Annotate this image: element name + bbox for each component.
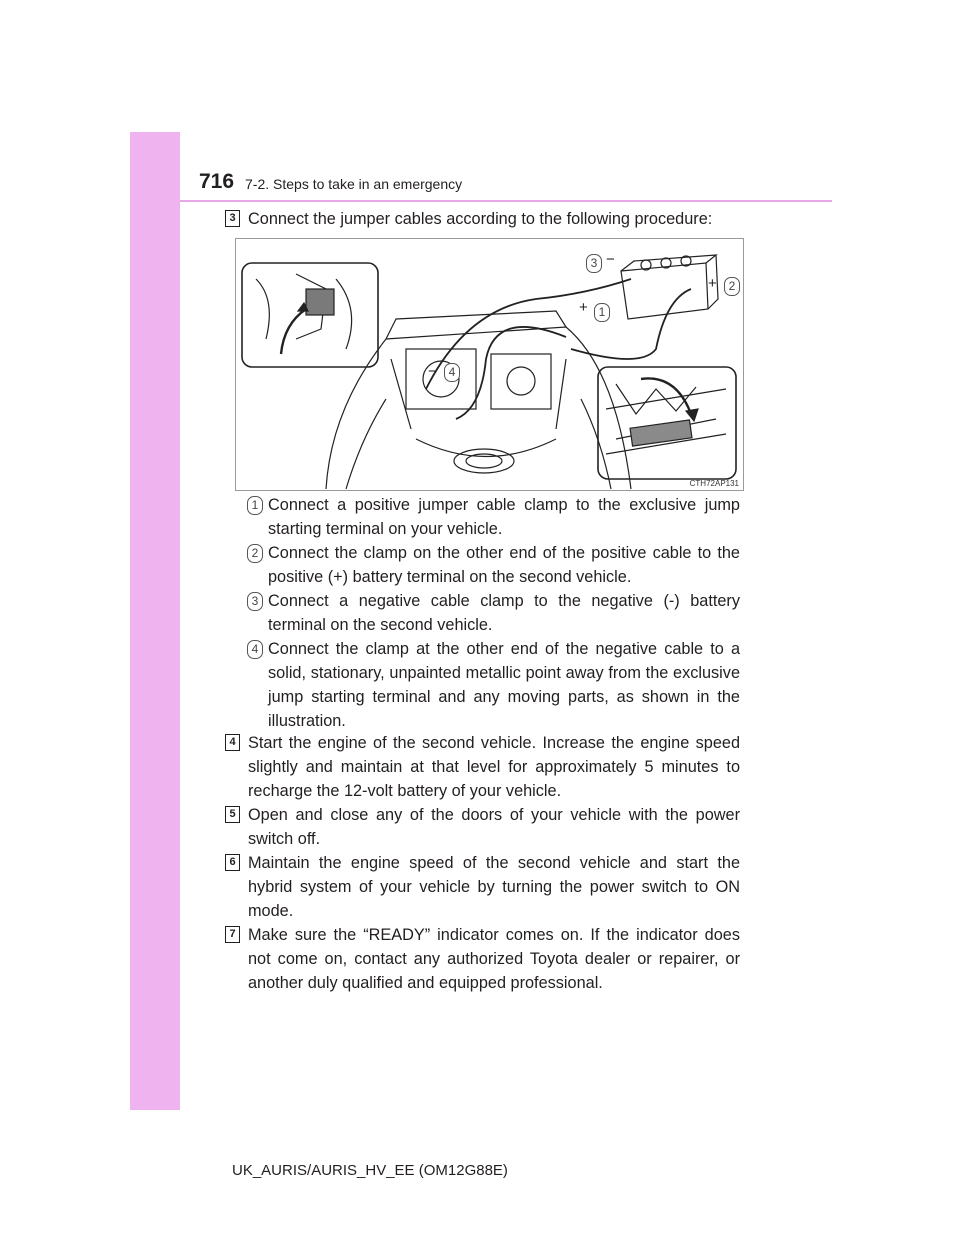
- step-badge: 7: [225, 926, 240, 943]
- page-number: 716: [199, 170, 235, 193]
- callout-3: 3: [586, 254, 602, 273]
- jumper-cable-illustration: [235, 238, 744, 491]
- substep-text: Connect a positive jumper cable clamp to the exclusive jump starting terminal on your vehicle.: [268, 496, 740, 538]
- substep-number: 1: [247, 496, 263, 515]
- positive-sign: +: [579, 299, 588, 316]
- figure-code: CTH72AP131: [689, 479, 739, 488]
- step-text: Start the engine of the second vehicle. Increase the engine speed slightly and maintain at that level for approximately 5 minutes to recharge the 12-volt battery of your vehicle.: [248, 734, 740, 800]
- footer-doc-id: UK_AURIS/AURIS_HV_EE (OM12G88E): [232, 1162, 508, 1179]
- step-badge: 4: [225, 734, 240, 751]
- substep-number: 2: [247, 544, 263, 563]
- substep-text: Connect the clamp at the other end of the negative cable to a solid, stationary, unpainted metallic point away from the exclusive jump starting terminal and any moving parts, as shown in the illustration.: [268, 640, 740, 730]
- negative-sign: −: [428, 363, 437, 380]
- step-text: Connect the jumper cables according to the following procedure:: [248, 210, 713, 228]
- step-text: Open and close any of the doors of your vehicle with the power switch off.: [248, 806, 740, 848]
- header-rule: [180, 200, 832, 202]
- step-badge: 6: [225, 854, 240, 871]
- section-title: 7-2. Steps to take in an emergency: [245, 176, 463, 192]
- substep-text: Connect the clamp on the other end of the positive cable to the positive (+) battery terminal on the second vehicle.: [268, 544, 740, 586]
- substep-text: Connect a negative cable clamp to the negative (-) battery terminal on the second vehicle.: [268, 592, 740, 634]
- negative-sign: −: [606, 251, 615, 268]
- callout-1: 1: [594, 303, 610, 322]
- substep-number: 3: [247, 592, 263, 611]
- step-badge: 5: [225, 806, 240, 823]
- substep-number: 4: [247, 640, 263, 659]
- step-badge: 3: [225, 210, 240, 227]
- engine-bay-drawing: [236, 239, 743, 490]
- positive-sign: +: [708, 275, 717, 292]
- step-text: Maintain the engine speed of the second vehicle and start the hybrid system of your vehicle by turning the power switch to ON mode.: [248, 854, 740, 920]
- callout-4: 4: [444, 363, 460, 382]
- step-text: Make sure the “READY” indicator comes on. If the indicator does not come on, contact any authorized Toyota dealer or repairer, or another duly qualified and equipped professional.: [248, 926, 740, 992]
- side-tab: [130, 132, 180, 1110]
- callout-2: 2: [724, 277, 740, 296]
